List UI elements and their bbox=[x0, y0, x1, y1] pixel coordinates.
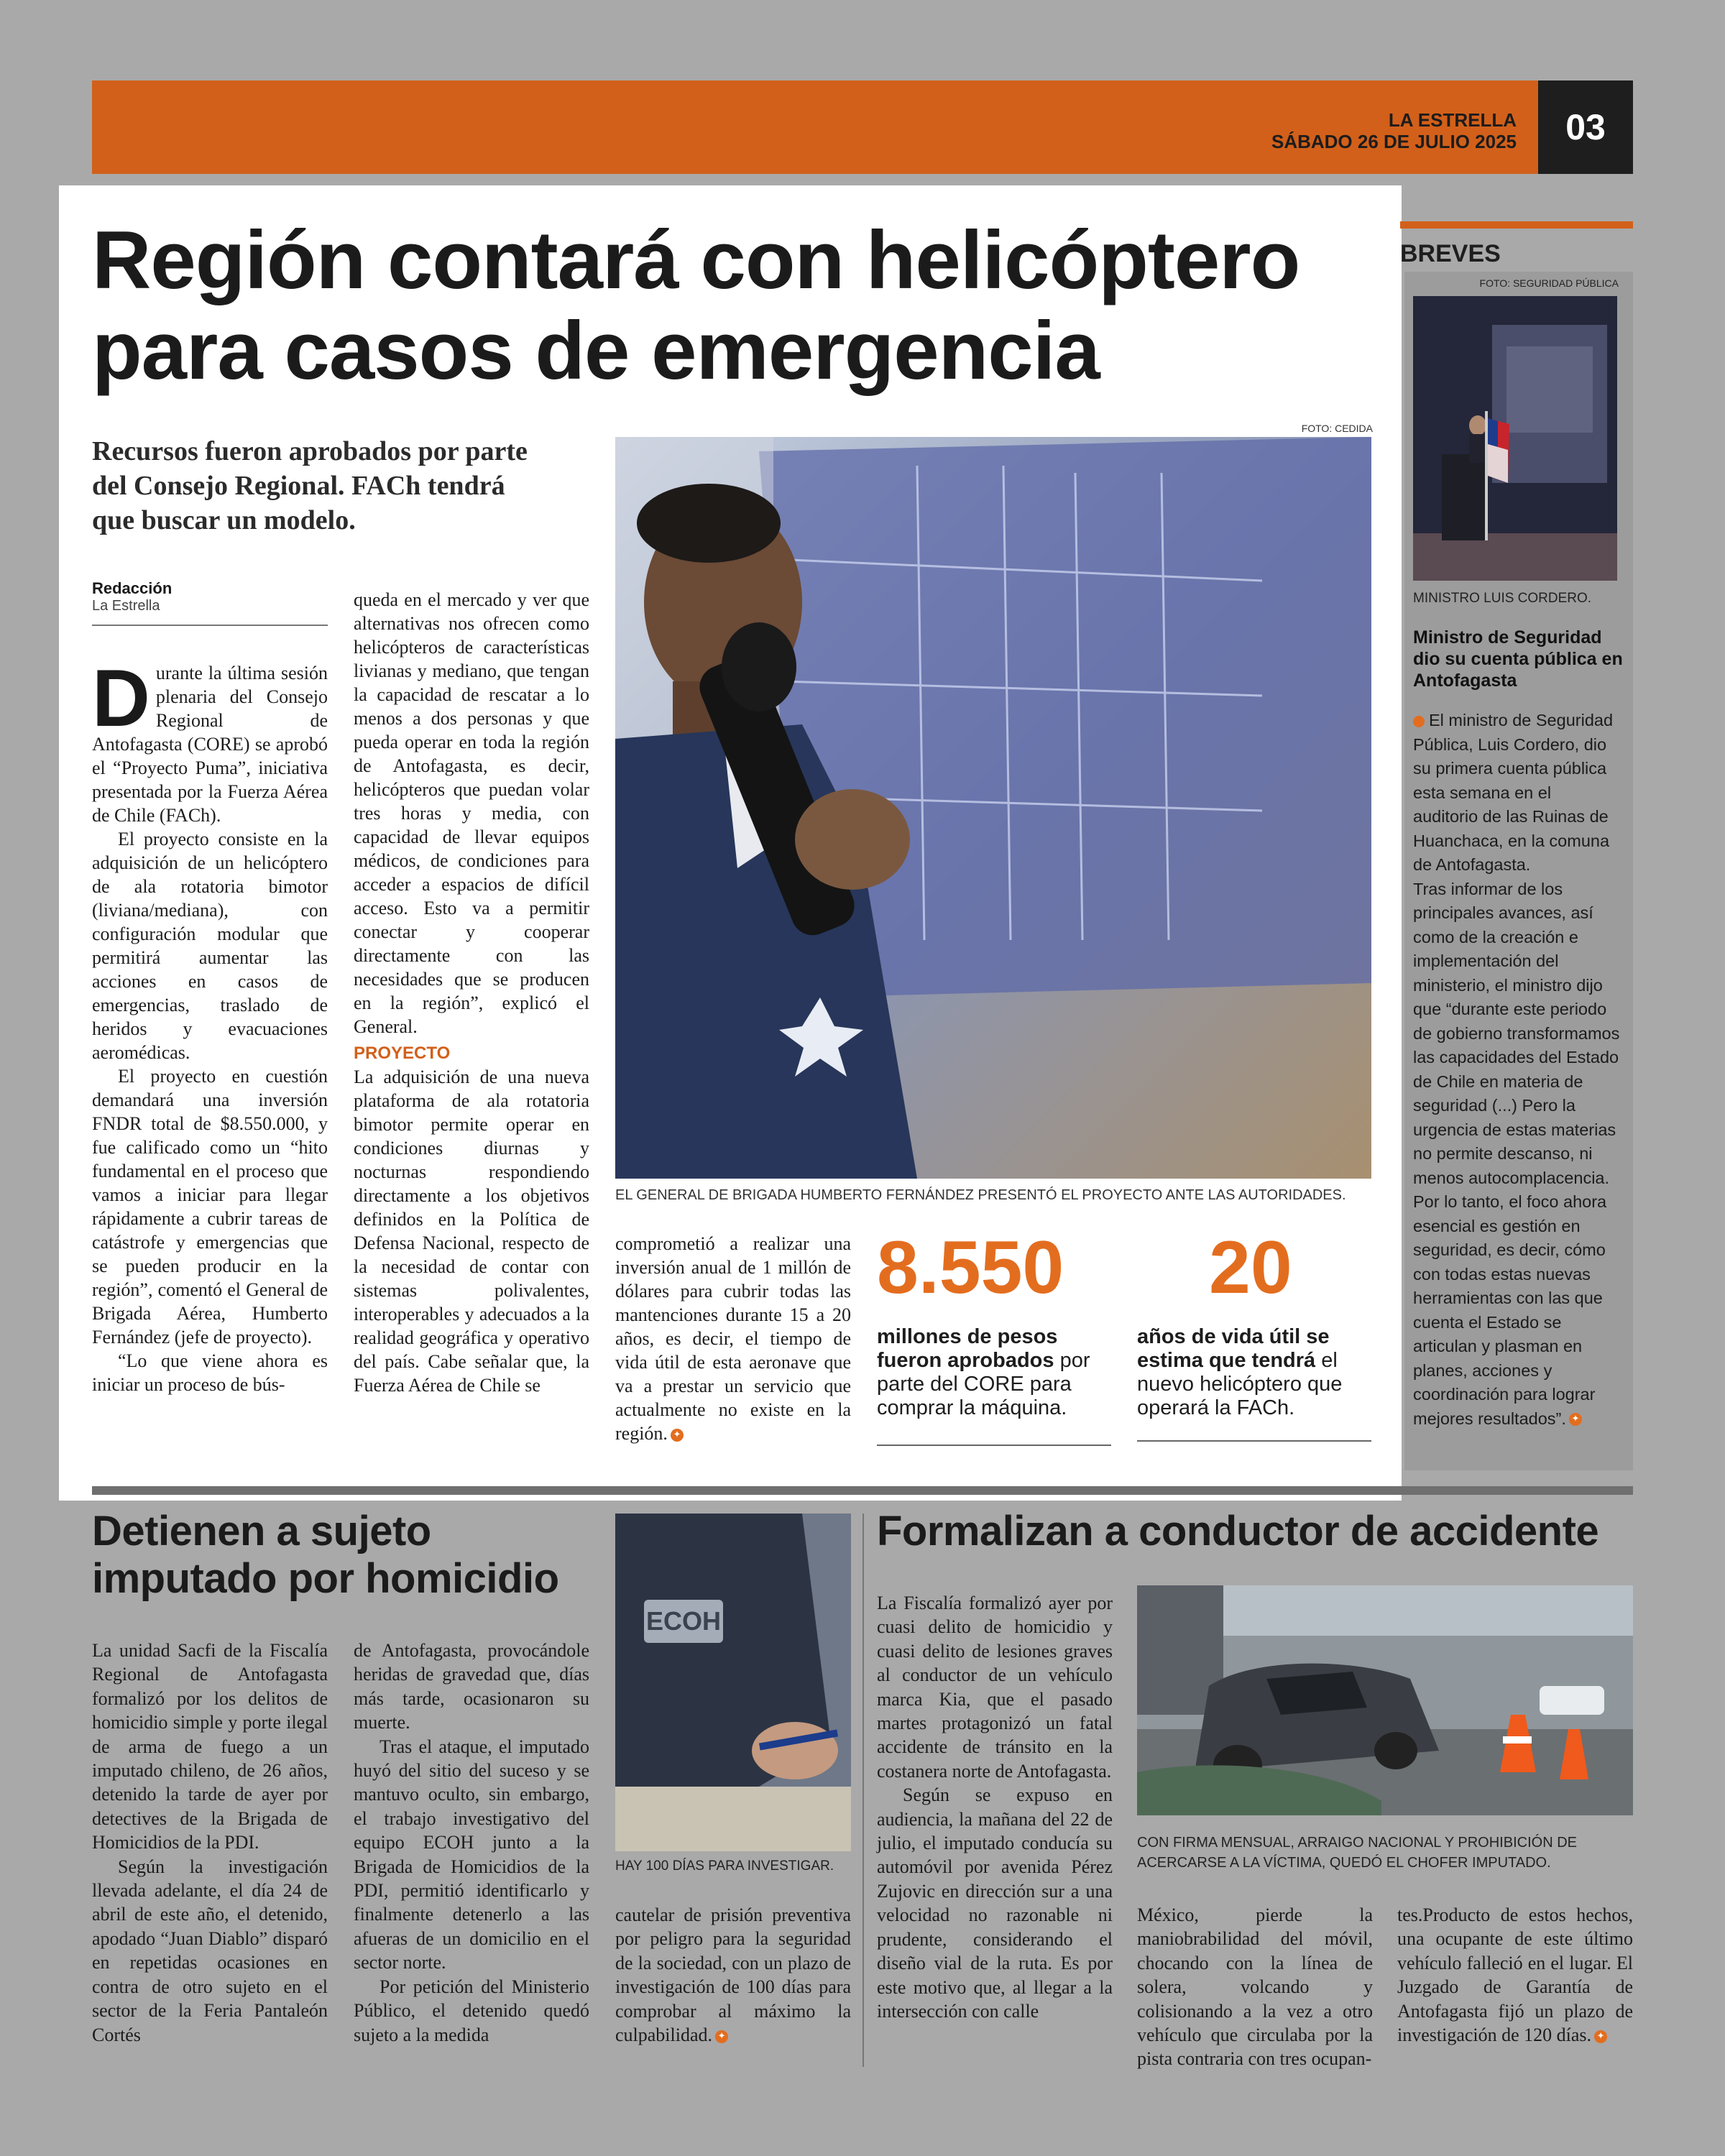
column-divider bbox=[862, 1514, 864, 2067]
newspaper-name: LA ESTRELLA bbox=[1388, 109, 1517, 131]
paragraph: El proyecto consiste en la adquisición de un helicóptero de ala rotatoria bimotor (liviana/mediana), con configuración modular que permitirá aumentar las acciones en casos de emergencias, traslado de heridos y evacuaciones aeromédicas. bbox=[92, 829, 328, 1063]
photo-illustration bbox=[615, 437, 1371, 1179]
story2-col-2 bbox=[354, 1639, 589, 2047]
stat-rule bbox=[1137, 1440, 1371, 1442]
story2-col-1 bbox=[92, 1639, 328, 2047]
vest-text: ECOH bbox=[645, 1606, 722, 1636]
paragraph: El ministro de Seguridad Pública, Luis Cordero, dio su primera cuenta pública esta semana en el auditorio de las Ruinas de Huanchaca, en la comuna de Antofagasta. bbox=[1413, 711, 1614, 874]
stat-text-budget: millones de pesos fueron aprobados por parte del CORE para comprar la máquina. bbox=[877, 1325, 1090, 1419]
end-mark-icon: ✦ bbox=[715, 2030, 728, 2043]
photo-caption: CON FIRMA MENSUAL, ARRAIGO NACIONAL Y PROHIBICIÓN DE ACERCARSE A LA VÍCTIMA, QUEDÓ EL CHOFER IMPUTADO. bbox=[1137, 1835, 1577, 1871]
accident-photo bbox=[1137, 1585, 1633, 1815]
stat-number-budget: 8.550 bbox=[877, 1226, 1064, 1309]
bullet-icon bbox=[1413, 716, 1425, 727]
stat-text-years: años de vida útil se estima que tendrá el nuevo helicóptero que operará la FACh. bbox=[1137, 1325, 1343, 1419]
main-col-3 bbox=[615, 1232, 851, 1445]
byline-rule bbox=[92, 625, 328, 626]
photo-illustration bbox=[1413, 296, 1617, 581]
paragraph: Por petición del Ministerio Público, el detenido quedó sujeto a la medida bbox=[354, 1976, 589, 2045]
minister-photo bbox=[1413, 296, 1617, 581]
general-presentation-photo bbox=[615, 437, 1371, 1179]
breves-accent-bar bbox=[1400, 221, 1633, 229]
story2-headline: Detienen a sujeto imputado por homicidio bbox=[92, 1508, 559, 1602]
story2-col-3 bbox=[615, 1903, 851, 2047]
section-divider bbox=[92, 1486, 1633, 1495]
stat-number-years: 20 bbox=[1209, 1226, 1292, 1309]
paragraph: tes.Producto de estos hechos, una ocupante de este último vehículo falleció en el lugar. El Juzgado de Garantía de Antofagasta fijó un plazo de investigación de 120 días. ✦ bbox=[1397, 1904, 1633, 2046]
byline-org: La Estrella bbox=[92, 598, 160, 614]
lead-paragraph: Durante la última sesión plenaria del Consejo Regional de Antofagasta (CORE) se aprobó el “Proyecto Puma”, iniciativa presentada por la Fuerza Aérea de Chile (FACh). bbox=[92, 653, 328, 826]
paragraph: de Antofagasta, provocándole heridas de gravedad que, días más tarde, ocasionaron su muerte. bbox=[354, 1640, 589, 1733]
main-subhead: Recursos fueron aprobados por parte del Consejo Regional. FACh tendrá que buscar un modelo. bbox=[92, 436, 528, 535]
paragraph: comprometió a realizar una inversión anual de 1 millón de dólares para cubrir todas las mantenciones durante 15 a 20 años, es decir, el tiempo de vida útil de esta aeronave que va a prestar un servicio que actualmente no existe en la región. ✦ bbox=[615, 1233, 851, 1444]
photo-caption: HAY 100 DÍAS PARA INVESTIGAR. bbox=[615, 1858, 834, 1874]
story3-col-1 bbox=[877, 1591, 1113, 2023]
paragraph: queda en el mercado y ver que alternativas nos ofrecen como helicópteros de características livianas y mediano, que tengan la capacidad de rescatar a lo menos a dos personas y que pueda operar en toda la región de Antofagasta, es decir, helicópteros que puedan volar tres horas y media, con capacidad de llevar equipos médicos, de condiciones para acceder a espacios de difícil acceso. Esto va a permitir conectar y cooperar directamente con las necesidades que se producen en la región”, explicó el General. bbox=[354, 589, 589, 1037]
paragraph: Según la investigación llevada adelante, el día 24 de abril de este año, el detenido, apodado “Juan Diablo” disparó en repetidas ocasiones en contra de otro sujeto en el sector de la Feria Pantaleón Cortés bbox=[92, 1856, 328, 2045]
byline bbox=[92, 579, 328, 626]
section-subtitle: PROYECTO bbox=[354, 1044, 451, 1063]
paragraph: La Fiscalía formalizó ayer por cuasi delito de homicidio y cuasi delito de lesiones graves al conductor de un vehículo marca Kia, que el pasado martes protagonizó un fatal accidente de tránsito en la costanera norte de Antofagasta. bbox=[877, 1593, 1113, 1782]
masthead bbox=[1271, 109, 1517, 152]
paragraph: Según se expuso en audiencia, la mañana del 22 de julio, el imputado conducía su automóvil por avenida Pérez Zujovic en dirección sur a una velocidad no razonable ni prudente, considerando el diseño vial de la ruta. Es por este motivo que, al llegar a la intersección con calle bbox=[877, 1784, 1113, 2022]
end-mark-icon: ✦ bbox=[1594, 2030, 1607, 2043]
main-col-1 bbox=[92, 653, 328, 1396]
photo-credit: FOTO: CEDIDA bbox=[1301, 423, 1373, 434]
photo-illustration bbox=[615, 1514, 851, 1851]
end-mark-icon: ✦ bbox=[1569, 1413, 1582, 1426]
issue-date: SÁBADO 26 DE JULIO 2025 bbox=[1271, 131, 1517, 152]
paragraph: Tras informar de los principales avances, así como de la creación e implementación del ministerio, el ministro dijo que “durante este periodo de gobierno transformamos las capacidades del Estado de Chile en materia de seguridad (...) Pero la urgencia de estas materias no permite descanso, ni menos autocomplacencia. Por lo tanto, el foco ahora esencial es gestión en seguridad, es decir, cómo con todas estas nuevas herramientas con las que cuenta el Estado se articulan y plasman en planes, acciones y coordinación para lograr mejores resultados”. ✦ bbox=[1413, 879, 1620, 1428]
photo-caption: MINISTRO LUIS CORDERO. bbox=[1413, 591, 1592, 606]
breve-body bbox=[1413, 709, 1620, 1431]
paragraph: Tras el ataque, el imputado huyó del sitio del suceso y se mantuvo oculto, sin embargo, el trabajo investigativo del equipo ECOH junto a la Brigada de Homicidios de la PDI, permitió identificarlo y finalmente detenerlo a las afueras de un domicilio en el sector norte. bbox=[354, 1736, 589, 1973]
photo-caption: EL GENERAL DE BRIGADA HUMBERTO FERNÁNDEZ PRESENTÓ EL PROYECTO ANTE LAS AUTORIDADES. bbox=[615, 1187, 1346, 1203]
page-number: 03 bbox=[1538, 80, 1633, 174]
paragraph: La adquisición de una nueva plataforma de ala rotatoria bimotor permite operar en condiciones diurnas y nocturnas respondiendo directamente a los objetivos definidos en la Política de Defensa Nacional, respecto de la necesidad de contar con sistemas polivalentes, interoperables y adecuados a la realidad geográfica y operativo del país. Cabe señalar que, la Fuerza Aérea de Chile se bbox=[354, 1067, 589, 1396]
photo-illustration bbox=[1137, 1585, 1633, 1815]
byline-name: Redacción bbox=[92, 579, 172, 597]
paragraph: La unidad Sacfi de la Fiscalía Regional de Antofagasta formalizó por los delitos de homicidio simple y porte ilegal de arma de fuego a un imputado chileno, de 26 años, detenido la tarde de ayer por detectives de la Brigada de Homicidios de la PDI. bbox=[92, 1640, 328, 1853]
paragraph: México, pierde la maniobrabilidad del móvil, chocando con la línea de solera, volcando y colisionando a la vez a otro vehículo que circulaba por la pista contraria con tres ocupan- bbox=[1137, 1904, 1373, 2070]
breve-headline: Ministro de Seguridad dio su cuenta pública en Antofagasta bbox=[1413, 627, 1623, 691]
story3-col-3 bbox=[1397, 1903, 1633, 2047]
main-col-2 bbox=[354, 588, 589, 1397]
main-headline: Región contará con helicóptero para casos de emergencia bbox=[92, 215, 1300, 397]
investigator-photo bbox=[615, 1514, 851, 1851]
end-mark-icon: ✦ bbox=[671, 1429, 684, 1442]
story3-headline: Formalizan a conductor de accidente bbox=[877, 1508, 1599, 1554]
photo-credit: FOTO: SEGURIDAD PÚBLICA bbox=[1479, 277, 1619, 289]
stat-rule bbox=[877, 1445, 1111, 1446]
paragraph: “Lo que viene ahora es iniciar un proceso de bús- bbox=[92, 1350, 328, 1395]
story3-col-2 bbox=[1137, 1903, 1373, 2071]
paragraph: El proyecto en cuestión demandará una inversión FNDR total de $8.550.000, y fue calificado como un “hito fundamental en el proceso que vamos a iniciar para llegar rápidamente a cubrir tareas de catástrofe y emergencias que se pueden producir en la región”, comentó el General de Brigada Aérea, Humberto Fernández (jefe de proyecto). bbox=[92, 1066, 328, 1348]
header-bar bbox=[92, 80, 1538, 174]
breves-section-title: BREVES bbox=[1400, 240, 1501, 267]
paragraph: cautelar de prisión preventiva por peligro para la seguridad de la sociedad, con un plazo de investigación de 100 días para comprobar al máximo la culpabilidad. ✦ bbox=[615, 1904, 851, 2046]
drop-cap: D bbox=[92, 653, 150, 743]
